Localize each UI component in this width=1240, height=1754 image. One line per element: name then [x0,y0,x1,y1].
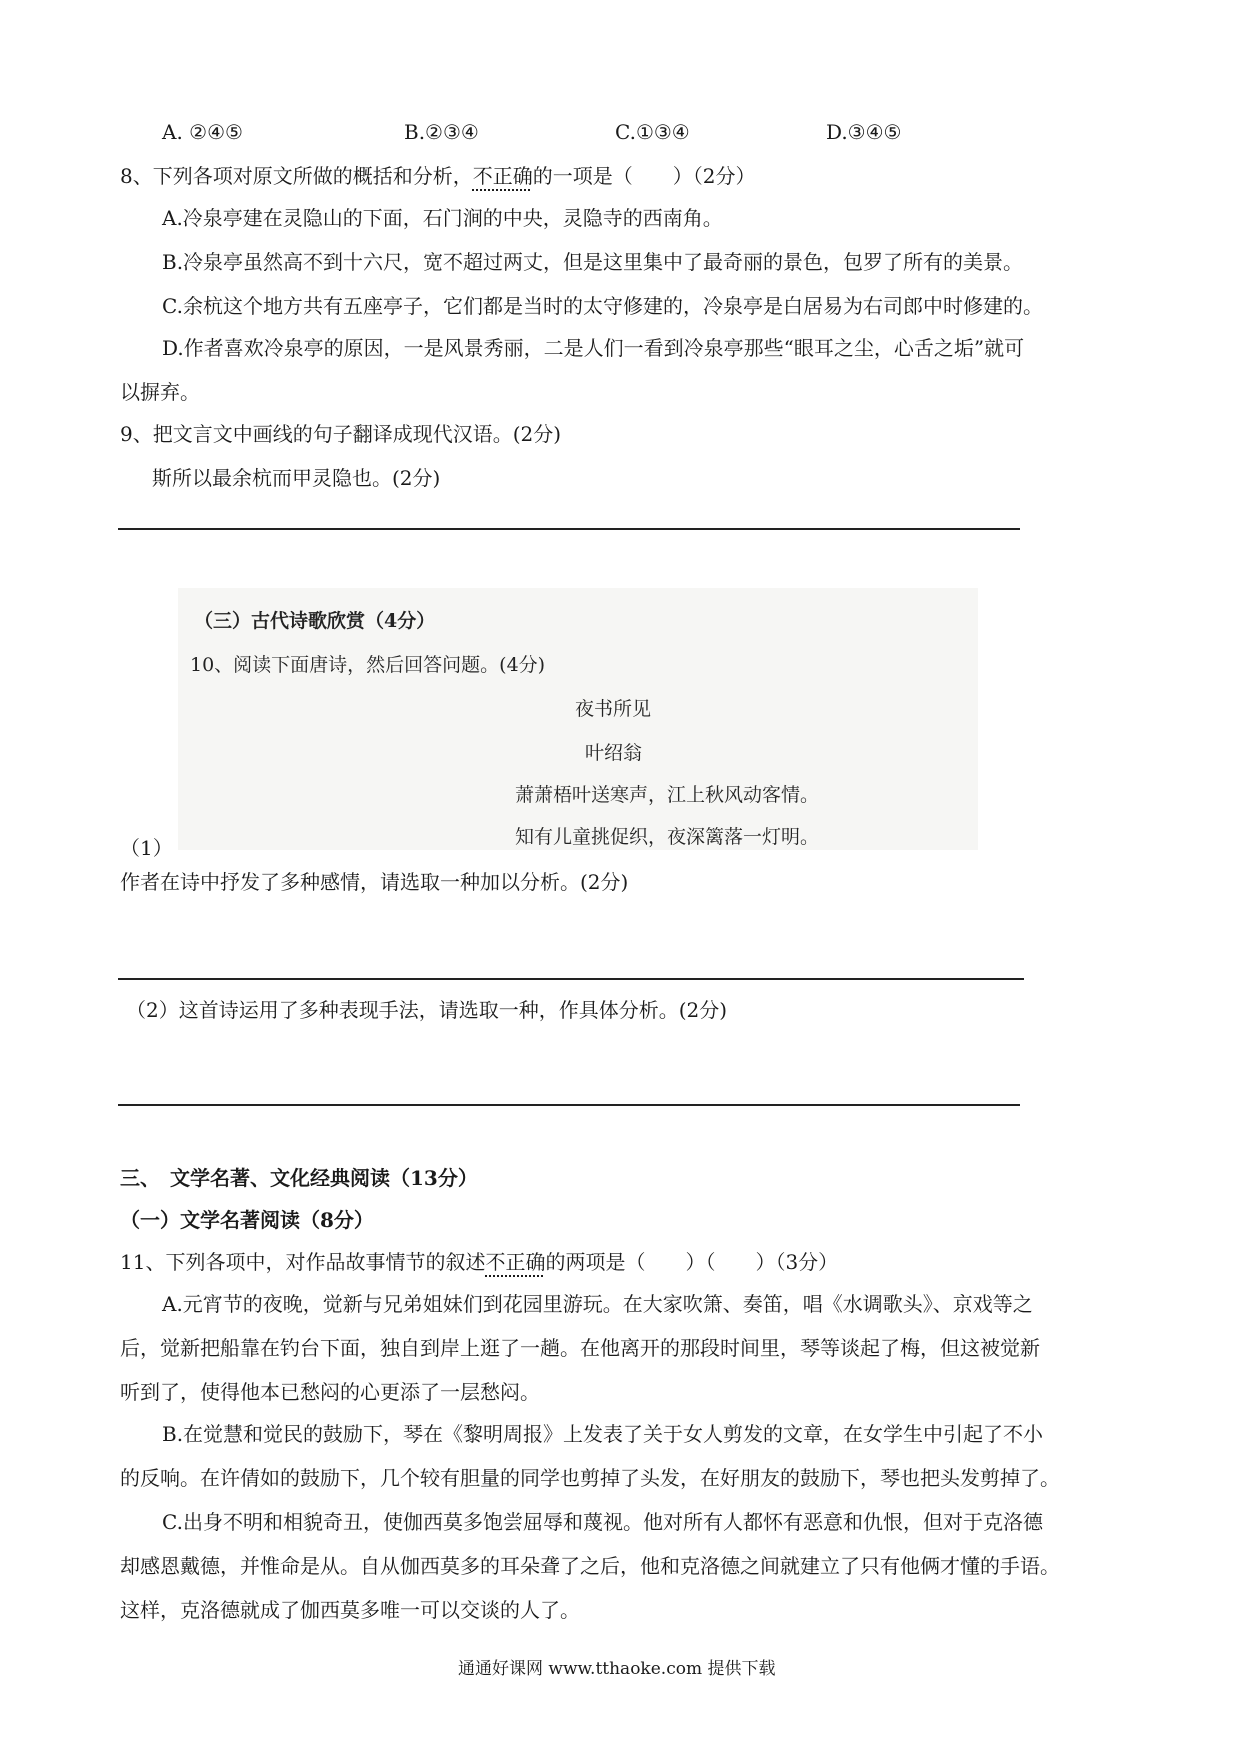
q11-option-a-line2: 后，觉新把船靠在钓台下面，独自到岸上逛了一趟。在他离开的那段时间里，琴等谈起了梅，但这被觉新 [120,1336,1040,1360]
q8-option-b: B.冷泉亭虽然高不到十六尺，宽不超过两丈，但是这里集中了最奇丽的景色，包罗了所有的美景。 [162,250,1024,274]
poem-author: 叶绍翁 [585,742,643,764]
q11-option-b-line1: B.在觉慧和觉民的鼓励下，琴在《黎明周报》上发表了关于女人剪发的文章，在女学生中引起了不小 [162,1422,1044,1446]
q9-sentence: 斯所以最余杭而甲灵隐也。(2分) [152,466,441,490]
q11-option-b-line2: 的反响。在许倩如的鼓励下，几个较有胆量的同学也剪掉了头发，在好朋友的鼓励下，琴也把头发剪掉了。 [120,1466,1060,1490]
q9-stem: 9、把文言文中画线的句子翻译成现代汉语。(2分) [120,422,562,446]
part3-heading: 三、 文学名著、文化经典阅读（13分） [120,1166,478,1190]
q7-option-d: D.③④⑤ [826,120,902,144]
q10-stem: 10、阅读下面唐诗，然后回答问题。(4分) [190,654,546,676]
q11-option-c-line1: C.出身不明和相貌奇丑，使伽西莫多饱尝屈辱和蔑视。他对所有人都怀有恶意和仇恨，但对于克洛德 [162,1510,1043,1534]
q11-stem: 11、下列各项中，对作品故事情节的叙述不正确的两项是（ ）（ ）（3分） [120,1250,839,1274]
q8-stem: 8、下列各项对原文所做的概括和分析，不正确的一项是（ ）（2分） [120,164,756,188]
page-footer[interactable]: 通通好课网 www.tthaoke.com 提供下载 [458,1659,776,1679]
q10-sub1-label: （1） [120,836,173,860]
poetry-section-heading: （三）古代诗歌欣赏（4分） [194,610,436,632]
q10-sub1-answer-line[interactable] [118,978,1024,980]
q9-answer-line[interactable] [118,528,1020,530]
q10-sub2-answer-line[interactable] [118,1104,1020,1106]
q11-option-a-line3: 听到了，使得他本已愁闷的心更添了一层愁闷。 [120,1380,540,1404]
poem-line-2: 知有儿童挑促织，夜深篱落一灯明。 [515,826,820,848]
poem-line-1: 萧萧梧叶送寒声，江上秋风动客情。 [515,784,820,806]
q8-option-d-line1: D.作者喜欢冷泉亭的原因，一是风景秀丽，二是人们一看到冷泉亭那些“眼耳之尘，心舌之垢”就可 [162,336,1025,360]
q11-emphasis: 不正确 [485,1250,546,1274]
q10-sub1-text: 作者在诗中抒发了多种感情，请选取一种加以分析。(2分) [120,870,629,894]
q8-emphasis: 不正确 [472,164,533,188]
q8-option-a: A.冷泉亭建在灵隐山的下面，石门涧的中央，灵隐寺的西南角。 [162,206,723,230]
q7-option-a: A. ②④⑤ [162,120,243,144]
part3-subheading: （一）文学名著阅读（8分） [120,1208,374,1232]
q7-option-c: C.①③④ [615,120,690,144]
poem-title: 夜书所见 [575,698,652,720]
q7-option-b: B.②③④ [404,120,479,144]
q11-option-a-line1: A.元宵节的夜晚，觉新与兄弟姐妹们到花园里游玩。在大家吹箫、奏笛，唱《水调歌头》、京戏等之 [162,1292,1033,1316]
q8-option-c: C.余杭这个地方共有五座亭子，它们都是当时的太守修建的，冷泉亭是白居易为右司郎中时修建的。 [162,294,1043,318]
q11-option-c-line2: 却感恩戴德，并惟命是从。自从伽西莫多的耳朵聋了之后，他和克洛德之间就建立了只有他俩才懂的手语。 [120,1554,1060,1578]
q8-option-d-line2: 以摒弃。 [120,380,200,404]
q11-option-c-line3: 这样，克洛德就成了伽西莫多唯一可以交谈的人了。 [120,1598,580,1622]
q10-sub2-text: （2）这首诗运用了多种表现手法，请选取一种，作具体分析。(2分) [126,998,728,1022]
